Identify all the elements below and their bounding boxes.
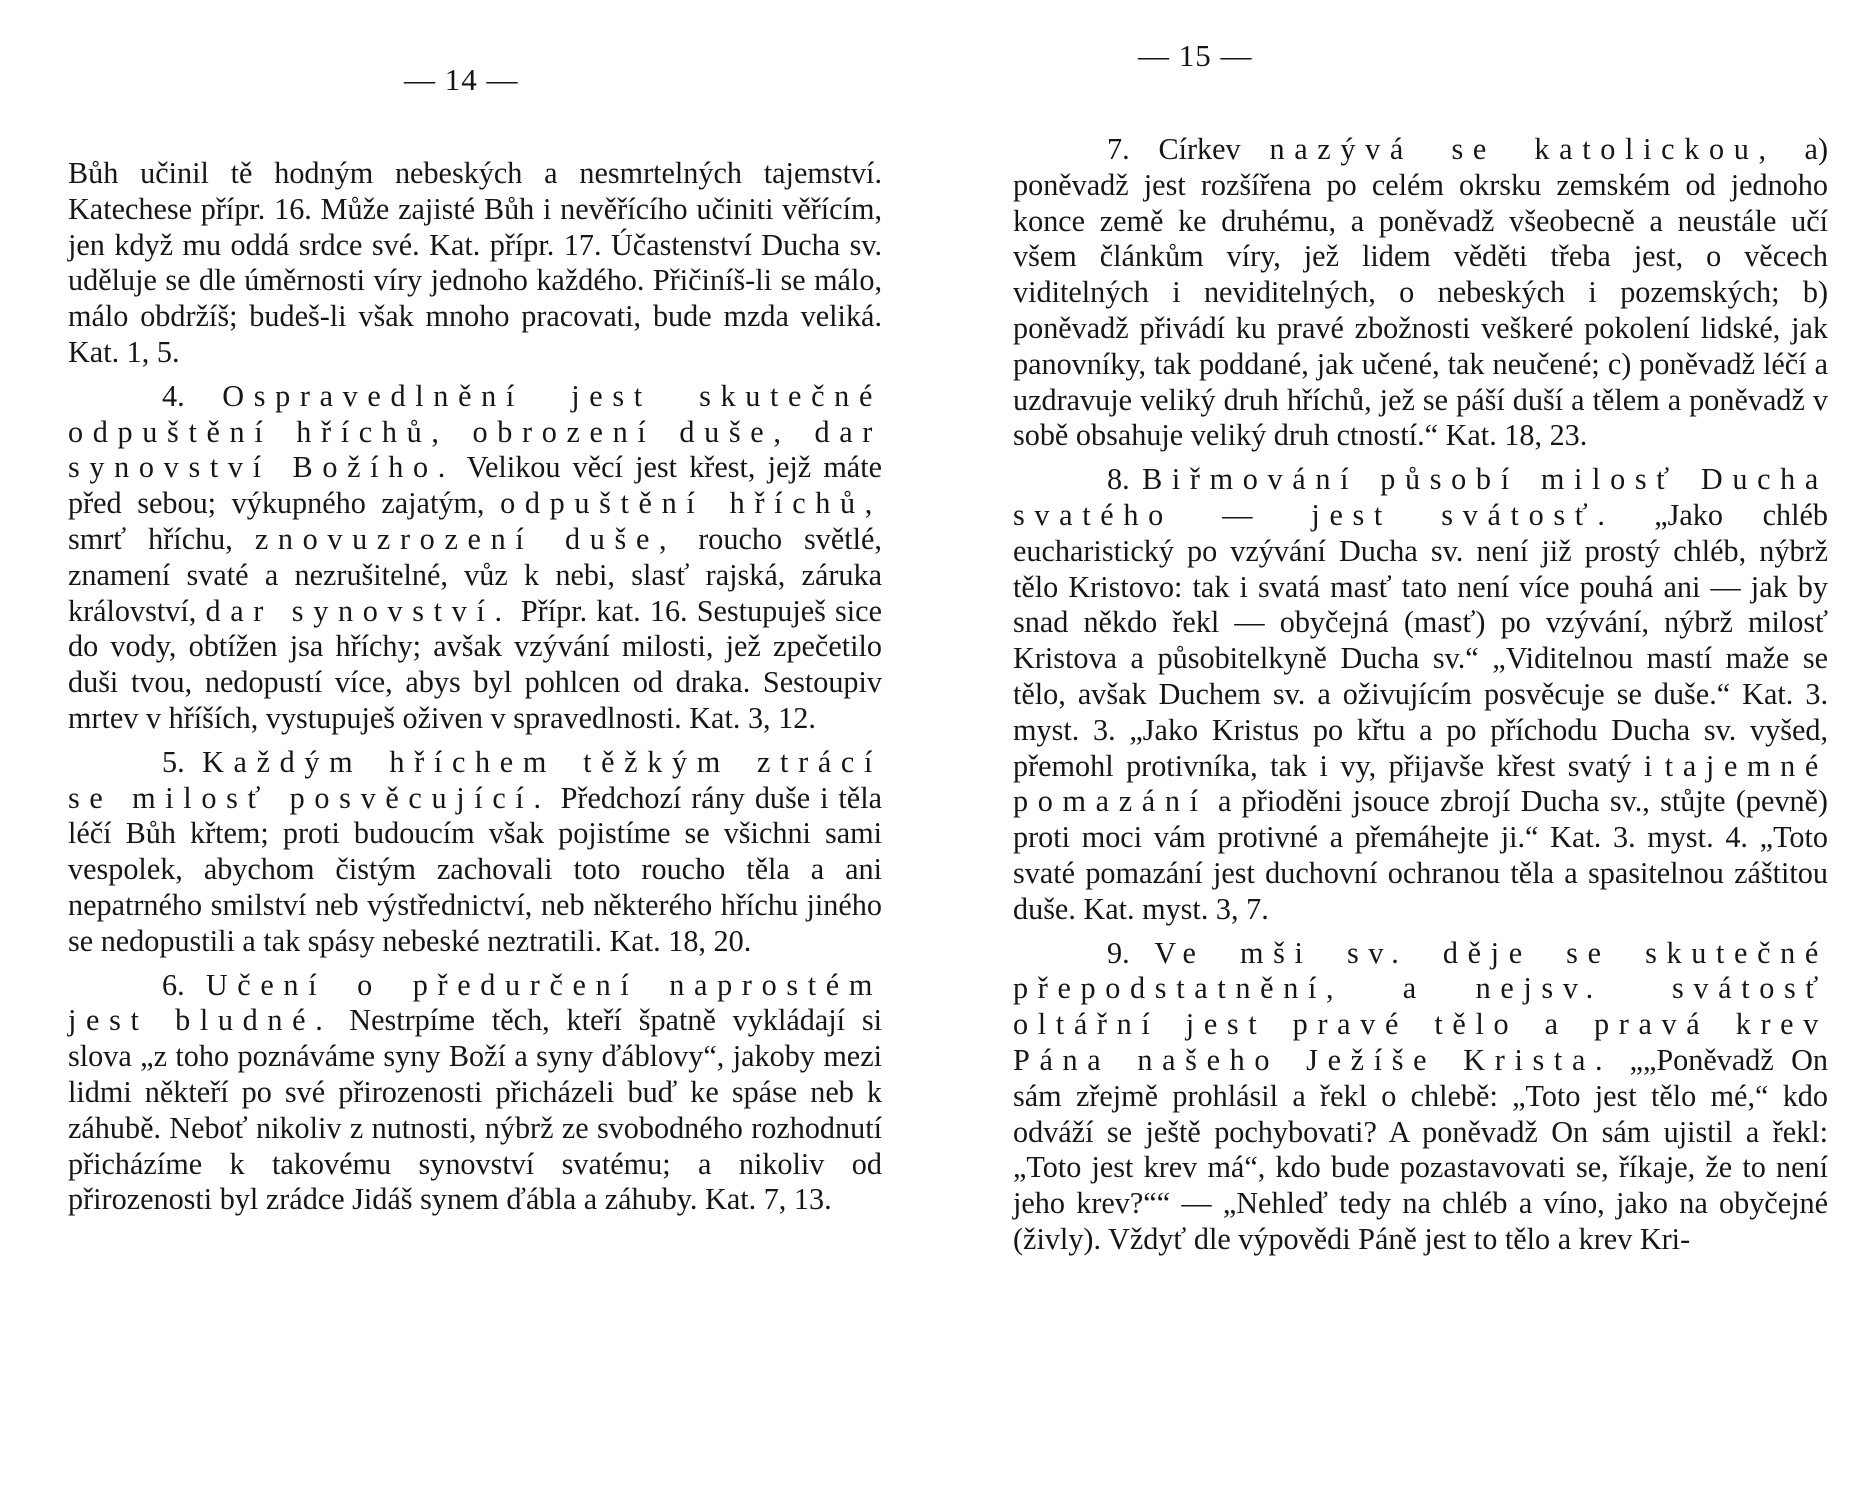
paragraph (68, 156, 882, 371)
page-number-right: — 15 — (1138, 38, 1253, 73)
paragraph (68, 968, 882, 1219)
spaced-emphasis: Biřmování působí milosť Ducha svatého — jest svátosť. (1013, 462, 1828, 532)
text-run: a přioděni jsouce zbrojí Ducha sv., stůjte (pevně) proti moci vám protivné a přemáhejte ji.“ Kat. 3. myst. 4. „Toto svaté pomazání jest duchovní ochranou těla a spasitelnou záštitou duše. Kat. myst. 3, 7. (1013, 784, 1828, 926)
text-run: roucho světlé, znamení svaté a nezrušitelné, vůz k nebi, slasť rajská, záruka království, (68, 521, 882, 628)
spaced-emphasis: znovuzrození duše, (254, 521, 677, 556)
text-run: Nestrpíme těch, kteří špatně vykládají si slova „z toho poznáváme syny Boží a syny ďáblovy“, jakoby mezi lidmi někteří po své přirozenosti přicházeli buď ke spáse neb k záhubě. Neboť nikoliv z nutnosti, nýbrž ze svobodného rozhodnutí přicházíme k takovému synovství svatému; a nikoliv od přirozenosti byl zrádce Jidáš synem ďábla a záhuby. Kat. 7, 13. (68, 1003, 882, 1217)
text-run: „„Poněvadž On sám zřejmě prohlásil a řekl o chlebě: „Toto jest tělo mé,“ kdo odváží se ještě pochybovati? A poněvadž On sám ujistil a řekl: „Toto jest krev má“, kdo bude pozastavovati se, říkaje, že to není jeho krev?““ — „Nehleď tedy na chléb a víno, jako na obyčejné (živly). Vždyť dle výpovědi Páně jest to tělo a krev Kri- (1013, 1042, 1828, 1256)
paragraph (68, 745, 882, 960)
text-run: Předchozí rány duše i těla léčí Bůh křtem; proti budoucím však pojistíme se všichni sami vespolek, abychom čistým zachovali toto roucho těla a ani nepatrného smilství neb výstřednictví, neb některého hříchu jiného se nedopustili a tak spásy nebeské neztratili. Kat. 18, 20. (68, 780, 882, 958)
text-run: 8. (1107, 462, 1143, 497)
spaced-emphasis: nazývá se katolickou, (1269, 132, 1776, 166)
paragraph (1013, 132, 1828, 454)
text-run: 6. (162, 967, 206, 1002)
text-run: Přípr. kat. 16. Sestupuješ sice do vody, obtížen jsa hříchy; avšak vzývání milosti, jež zpečetilo duši tvou, nedopustí více, abys byl pohlcen od draka. Sestoupiv mrtev v hříších, vystupuješ oživen v spravedlnosti. Kat. 3, 12. (68, 593, 882, 735)
text-run: smrť hříchu, (68, 521, 255, 556)
spaced-emphasis: odpuštění hříchů, (500, 486, 882, 521)
text-run: a (1343, 971, 1476, 1006)
spaced-emphasis: Učení o předurčení naprostém jest bludné. (68, 967, 883, 1038)
spaced-emphasis: Ve mši sv. děje se skutečné přepodstatnění, (1013, 935, 1828, 1006)
text-run: 9. (1107, 935, 1155, 970)
paragraph (68, 379, 882, 737)
left-page-body (68, 156, 882, 1218)
spaced-emphasis: nejsv. svátosť oltářní jest pravé tělo a pravá krev Pána našeho Ježíše Krista. (1013, 971, 1828, 1077)
text-run: 7. Církev (1107, 132, 1270, 166)
spaced-emphasis: Ospravedlnění jest skutečné odpuštění hříchů, obrození duše, dar synovství Božího. (68, 378, 883, 485)
text-run: Bůh učinil tě hodným nebeských a nesmrtelných tajemství. Katechese přípr. 16. Může zajisté Bůh i nevěřícího učiniti věřícím, jen když mu oddá srdce své. Kat. přípr. 17. Účastenství Ducha sv. uděluje se dle úměrnosti víry jednoho každého. Přičiníš-li se málo, málo obdržíš; budeš-li však mnoho pracovati, bude mzda veliká. Kat. 1, 5. (68, 156, 882, 369)
text-run: a) poněvadž jest rozšířena po celém okrsku zemském od jednoho konce země ke druhému, a poněvadž všeobecně a neustále učí všem článkům víry, jež lidem věděti třeba jest, o věcech viditelných i neviditelných, o nebeských i pozemských; b) poněvadž přivádí ku pravé zbožnosti veškeré pokolení lidské, jak panovníky, tak poddané, jak učené, tak neučené; c) poněvadž léčí a uzdravuje veliký druh hříchů, jež se páší duší a tělem a poněvadž v sobě obsahuje veliký druh ctností.“ Kat. 18, 23. (1013, 132, 1828, 453)
spaced-emphasis: dar synovství. (205, 593, 512, 628)
text-run: 5. (162, 744, 203, 779)
text-run: „Jako chléb eucharistický po vzývání Ducha sv. není již prostý chléb, nýbrž tělo Kristovo: tak i svatá masť tato není více pouhá ani — jak by snad někdo řekl — obyčejná (masť) po vzývání, nýbrž milosť Kristova a působitelkyně Ducha sv.“ „Viditelnou mastí maže se tělo, avšak Duchem sv. a oživujícím posvěcuje se duše.“ Kat. 3. myst. 3. „Jako Kristus po křtu a po příchodu Ducha sv. vyšed, přemohl protivníka, tak i vy, přijavše křest svatý i (1013, 497, 1828, 783)
paragraph (1013, 462, 1828, 927)
paragraph (1013, 936, 1828, 1258)
spaced-emphasis: Každým hříchem těžkým ztrácí se milosť posvěcující. (68, 744, 883, 815)
spaced-emphasis: tajemné pomazání (1013, 748, 1828, 819)
page-number-left: — 14 — (404, 62, 519, 97)
right-page-body (1013, 132, 1828, 1258)
text-run: 4. (162, 378, 223, 413)
text-run: Velikou věcí jest křest, jejž máte před sebou; výkupného zajatým, (68, 450, 882, 521)
